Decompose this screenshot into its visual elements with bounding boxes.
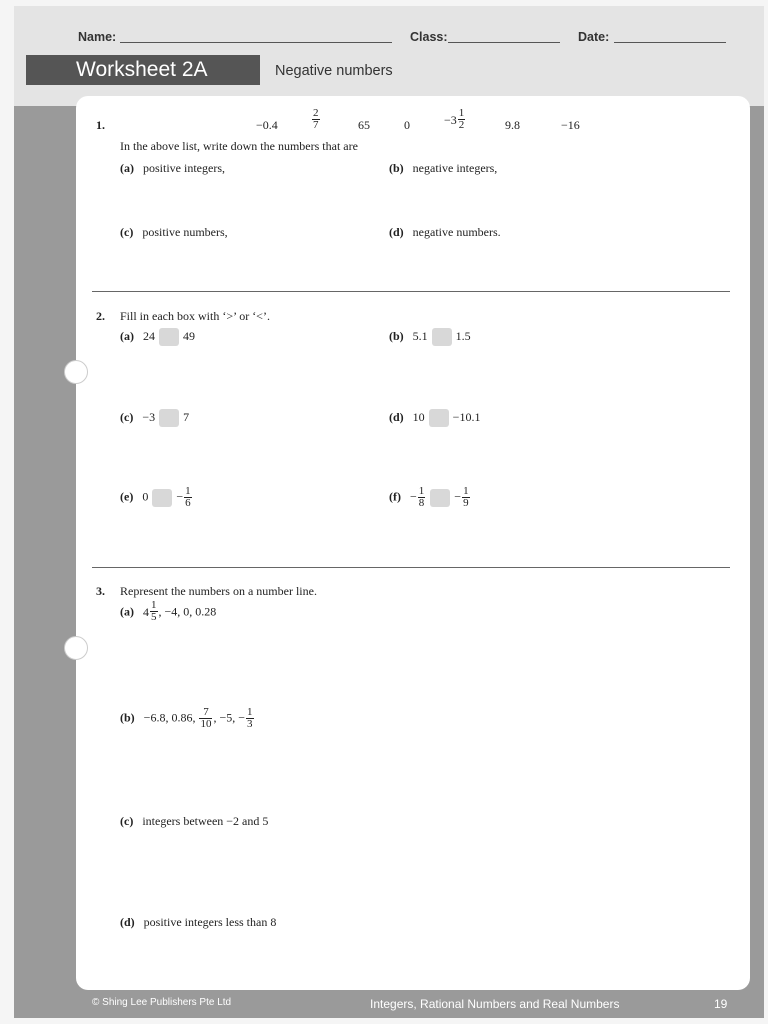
name-field[interactable] xyxy=(78,30,116,44)
worksheet-subtitle: Negative numbers xyxy=(275,63,393,79)
publisher-credit: © Shing Lee Publishers Pte Ltd xyxy=(92,997,232,1008)
answer-box[interactable] xyxy=(159,409,179,427)
section-divider xyxy=(92,291,730,292)
class-field[interactable] xyxy=(410,30,448,44)
q2-number: 2. xyxy=(96,309,105,323)
date-label: Date: xyxy=(578,30,610,44)
name-line[interactable] xyxy=(120,42,392,43)
answer-box[interactable] xyxy=(430,489,450,507)
q1-item: −16 xyxy=(561,118,580,132)
q1-item: 9.8 xyxy=(505,118,520,132)
q1-item: 0 xyxy=(404,118,410,132)
q3-part-b: (b) −6.8, 0.86, $\frac{7}{10}$ , −5, − $\frac{1}{3}$ xyxy=(120,706,253,730)
worksheet-title: Worksheet 2A xyxy=(26,55,260,85)
q3-part-a: (a) 4 $\frac{1}{5}$ , −4, 0, 0.28 xyxy=(120,599,217,623)
q2-part-b: (b) 5.1 1.5 xyxy=(389,328,471,346)
class-line[interactable] xyxy=(448,42,560,43)
binder-hole-icon xyxy=(64,636,88,660)
section-divider xyxy=(92,567,730,568)
q2-part-c: (c) −3 7 xyxy=(120,409,189,427)
date-line[interactable] xyxy=(614,42,726,43)
class-label: Class: xyxy=(410,30,448,44)
q2-part-f: (f) − $\frac{1}{8}$ − $\frac{1}{9}$ xyxy=(389,485,469,509)
answer-box[interactable] xyxy=(152,489,172,507)
q1-prompt: In the above list, write down the numbers that are xyxy=(120,139,358,153)
page-number: 19 xyxy=(714,997,728,1011)
q1-item: −0.4 xyxy=(256,118,278,132)
q3-part-d: (d) positive integers less than 8 xyxy=(120,915,277,929)
binder-hole-icon xyxy=(64,360,88,384)
q1-part-c: (c) positive numbers, xyxy=(120,225,228,239)
answer-box[interactable] xyxy=(159,328,179,346)
q1-mixed-number: −3 $\frac{1}{2}$ xyxy=(444,107,465,131)
name-label: Name: xyxy=(78,30,117,44)
q2-prompt: Fill in each box with ‘>’ or ‘<’. xyxy=(120,309,270,323)
q1-fraction: $\frac{2}{7}$ xyxy=(313,107,319,131)
q1-part-b: (b) negative integers, xyxy=(389,161,498,175)
date-field[interactable] xyxy=(578,30,609,44)
q1-part-d: (d) negative numbers. xyxy=(389,225,501,239)
q1-number: 1. xyxy=(96,118,105,132)
answer-box[interactable] xyxy=(432,328,452,346)
chapter-title: Integers, Rational Numbers and Real Numbers xyxy=(370,997,620,1011)
q2-part-e: (e) 0 − $\frac{1}{6}$ xyxy=(120,485,191,509)
q3-prompt: Represent the numbers on a number line. xyxy=(120,584,317,598)
q3-part-c: (c) integers between −2 and 5 xyxy=(120,814,269,828)
q1-part-a: (a) positive integers, xyxy=(120,161,225,175)
q2-part-a: (a) 24 49 xyxy=(120,328,195,346)
answer-box[interactable] xyxy=(429,409,449,427)
q3-number: 3. xyxy=(96,584,105,598)
q2-part-d: (d) 10 −10.1 xyxy=(389,409,480,427)
q1-item: 65 xyxy=(358,118,370,132)
